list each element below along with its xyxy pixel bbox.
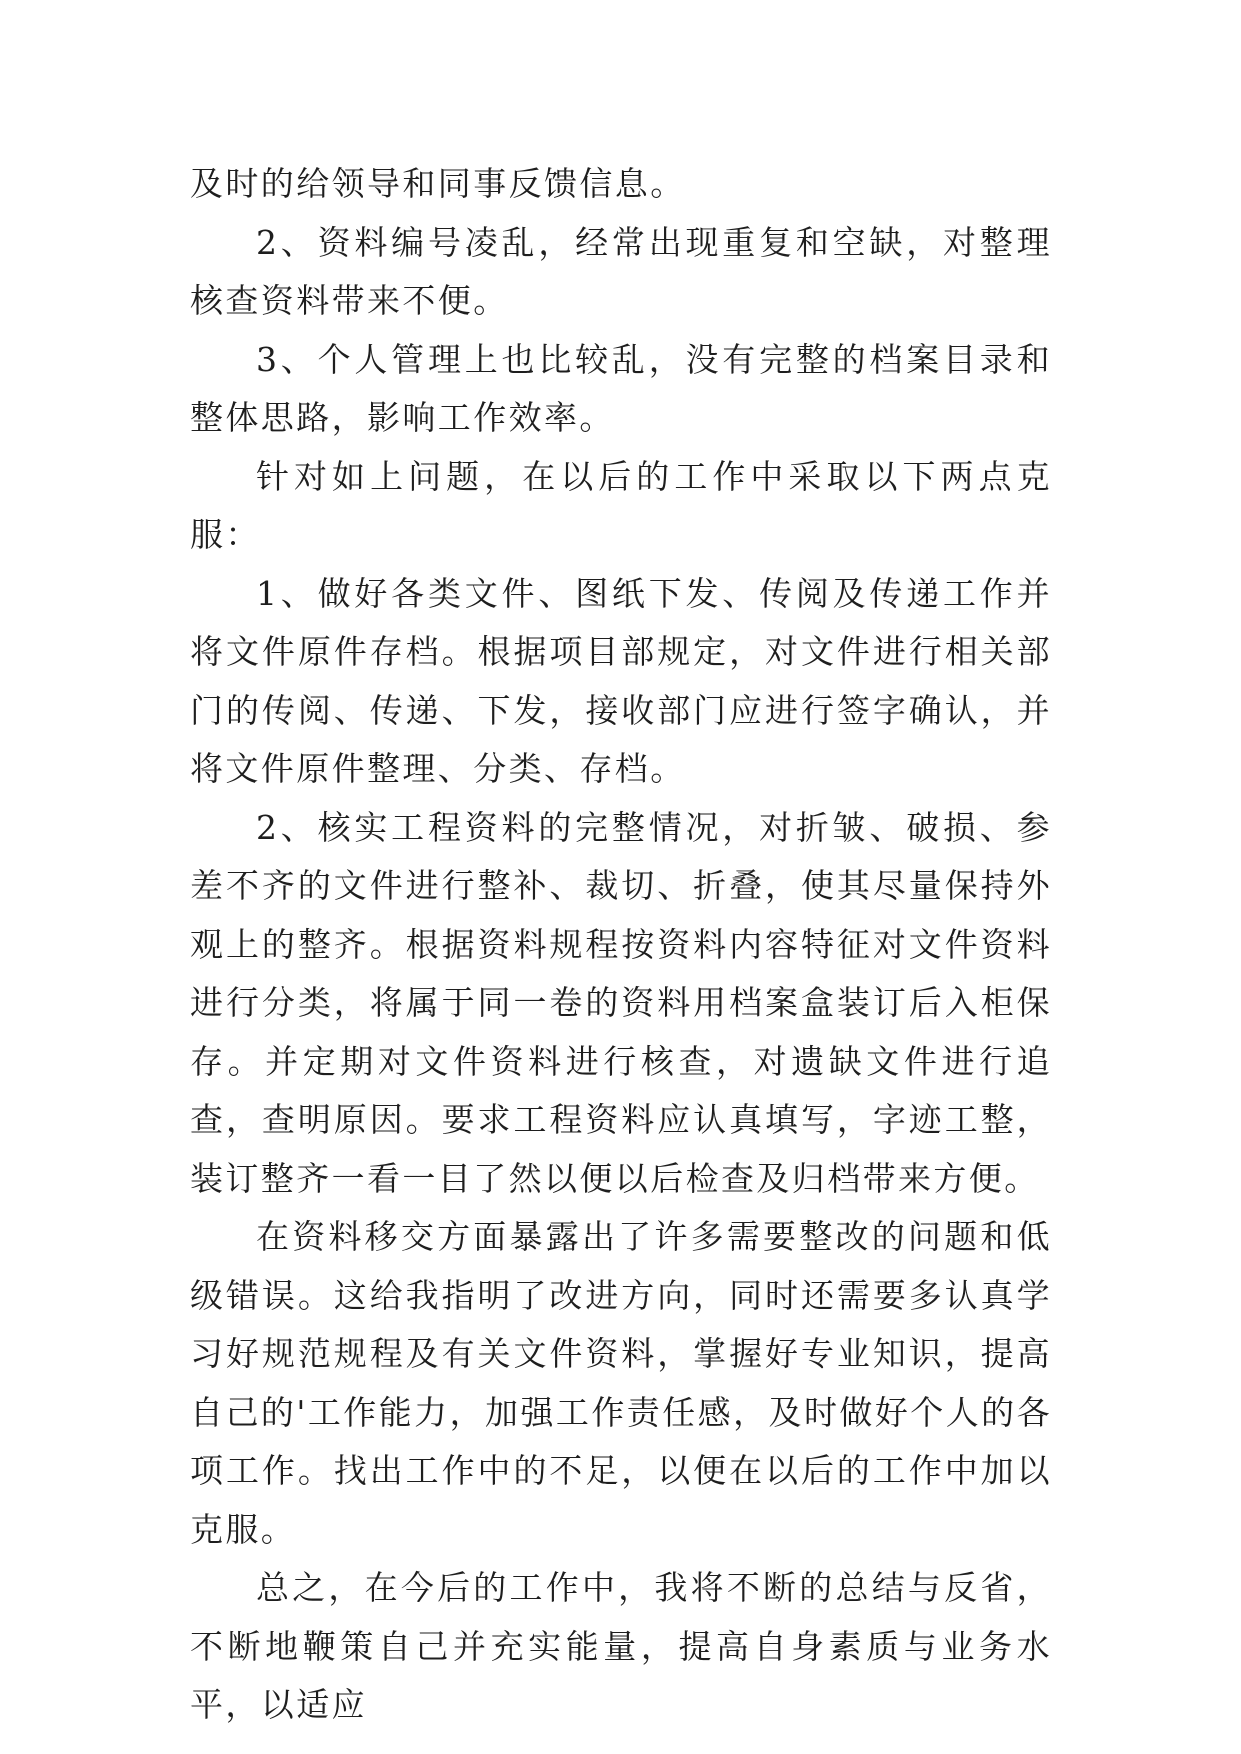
paragraph-issue-2: 2、资料编号凌乱，经常出现重复和空缺，对整理核查资料带来不便。 xyxy=(190,222,1052,320)
document-body xyxy=(190,155,1052,1735)
paragraph-measure-2: 2、核实工程资料的完整情况，对折皱、破损、参差不齐的文件进行整补、裁切、折叠，使其尽量保持外观上的整齐。根据资料规程按资料内容特征对文件资料进行分类，将属于同一卷的资料用档案盒装订后入柜保存。并定期对文件资料进行核查，对遗缺文件进行追查，查明原因。要求工程资料应认真填写，字迹工整，装订整齐一看一目了然以便以后检查及归档带来方便。 xyxy=(190,807,1052,1198)
paragraph-conclusion: 总之，在今后的工作中，我将不断的总结与反省，不断地鞭策自己并充实能量，提高自身素质与业务水平，以适应 xyxy=(190,1568,1052,1724)
paragraph-measure-1: 1、做好各类文件、图纸下发、传阅及传递工作并将文件原件存档。根据项目部规定，对文件进行相关部门的传阅、传递、下发，接收部门应进行签字确认，并将文件原件整理、分类、存档。 xyxy=(190,573,1052,788)
paragraph-handover-reflection: 在资料移交方面暴露出了许多需要整改的问题和低级错误。这给我指明了改进方向，同时还需要多认真学习好规范规程及有关文件资料，掌握好专业知识，提高自己的'工作能力，加强工作责任感，及时做好个人的各项工作。找出工作中的不足，以便在以后的工作中加以克服。 xyxy=(190,1217,1052,1549)
paragraph-measures-intro: 针对如上问题，在以后的工作中采取以下两点克服： xyxy=(190,456,1052,554)
paragraph-issue-3: 3、个人管理上也比较乱，没有完整的档案目录和整体思路，影响工作效率。 xyxy=(190,339,1052,437)
paragraph-continuation: 及时的给领导和同事反馈信息。 xyxy=(190,164,686,203)
